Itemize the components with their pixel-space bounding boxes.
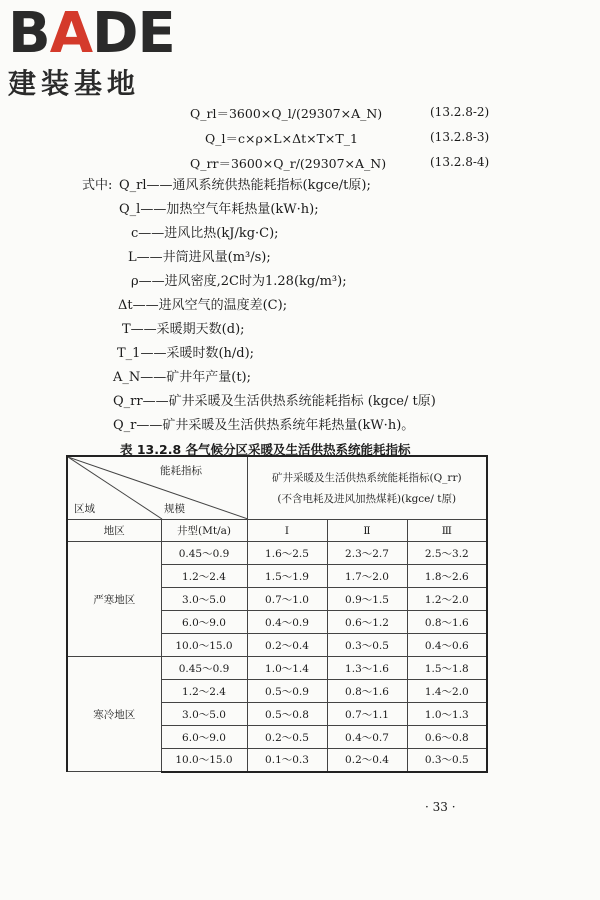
value-cell: 0.4～0.6 [407, 634, 487, 657]
definition-item: c——进风比热(kJ/kg·C); [131, 226, 279, 241]
diagonal-lines [68, 457, 248, 519]
value-cell: 1.6～2.5 [247, 542, 327, 565]
col-header-level-3: Ⅲ [407, 520, 487, 542]
value-cell: 0.2～0.4 [327, 749, 407, 772]
definition-item: ρ——进风密度,2C时为1.28(kg/m³); [131, 274, 347, 289]
value-cell: 1.3～1.6 [327, 657, 407, 680]
value-cell: 1.5～1.8 [407, 657, 487, 680]
formula-2-number: (13.2.8-3) [430, 130, 490, 144]
definition-item: T——采暖期天数(d); [122, 322, 245, 337]
main-header-cell [247, 456, 487, 520]
definition-item: Q_r——矿井采暖及生活供热系统年耗热量(kW·h)。 [113, 418, 415, 433]
formula-1: Q_rl＝3600×Q_l/(29307×A_N) [190, 106, 383, 121]
value-cell: 0.4～0.9 [247, 611, 327, 634]
value-cell: 1.7～2.0 [327, 565, 407, 588]
value-cell: 0.3～0.5 [407, 749, 487, 772]
scale-cell: 3.0～5.0 [161, 588, 247, 611]
table-row [67, 542, 487, 565]
value-cell: 0.2～0.4 [247, 634, 327, 657]
scale-cell: 1.2～2.4 [161, 565, 247, 588]
region-cell: 寒冷地区 [67, 657, 161, 772]
value-cell: 1.8～2.6 [407, 565, 487, 588]
value-cell: 2.5～3.2 [407, 542, 487, 565]
diag-label-region: 区域 [74, 503, 95, 515]
definition-item: Q_l——加热空气年耗热量(kW·h); [119, 202, 319, 217]
scale-cell: 6.0～9.0 [161, 611, 247, 634]
formula-3-number: (13.2.8-4) [430, 155, 490, 169]
scale-cell: 1.2～2.4 [161, 680, 247, 703]
value-cell: 1.2～2.0 [407, 588, 487, 611]
diag-label-scale: 规模 [164, 503, 185, 515]
formula-3: Q_rr＝3600×Q_r/(29307×A_N) [190, 156, 387, 171]
value-cell: 2.3～2.7 [327, 542, 407, 565]
main-header-line-1: 矿井采暖及生活供热系统能耗指标(Q_rr) [271, 472, 462, 484]
formula-2: Q_l＝c×ρ×L×Δt×T×T_1 [205, 131, 358, 146]
scale-cell: 10.0～15.0 [161, 634, 247, 657]
diag-label-indicator: 能耗指标 [160, 465, 202, 477]
definition-item: A_N——矿井年产量(t); [113, 370, 252, 385]
value-cell: 0.7～1.1 [327, 703, 407, 726]
value-cell: 1.0～1.3 [407, 703, 487, 726]
definition-item: Q_rr——矿井采暖及生活供热系统能耗指标 (kgce/ t原) [113, 394, 436, 409]
value-cell: 0.9～1.5 [327, 588, 407, 611]
scale-cell: 3.0～5.0 [161, 703, 247, 726]
logo-wordmark: BADE [8, 1, 175, 66]
value-cell: 0.5～0.8 [247, 703, 327, 726]
formula-1-number: (13.2.8-2) [430, 105, 490, 119]
col-header-region: 地区 [67, 520, 161, 542]
value-cell: 0.5～0.9 [247, 680, 327, 703]
logo-subtitle: 建装基地 [8, 67, 141, 100]
col-header-level-2: Ⅱ [327, 520, 407, 542]
value-cell: 0.2～0.5 [247, 726, 327, 749]
definition-item: Δt——进风空气的温度差(C); [118, 298, 288, 313]
brand-logo [8, 1, 175, 102]
definition-item: L——井筒进风量(m³/s); [128, 250, 271, 265]
definition-item: T_1——采暖时数(h/d); [117, 346, 255, 361]
value-cell: 0.3～0.5 [327, 634, 407, 657]
value-cell: 0.7～1.0 [247, 588, 327, 611]
value-cell: 0.4～0.7 [327, 726, 407, 749]
definitions-intro: 式中: [82, 178, 113, 193]
scale-cell: 10.0～15.0 [161, 749, 247, 772]
table-caption: 表 13.2.8 各气候分区采暖及生活供热系统能耗指标 [120, 442, 411, 457]
value-cell: 0.8～1.6 [407, 611, 487, 634]
value-cell: 1.4～2.0 [407, 680, 487, 703]
value-cell: 0.1～0.3 [247, 749, 327, 772]
definition-item: Q_rl——通风系统供热能耗指标(kgce/t原); [119, 178, 371, 193]
value-cell: 0.6～1.2 [327, 611, 407, 634]
page-number: · 33 · [425, 800, 456, 814]
table-row [67, 657, 487, 680]
value-cell: 1.0～1.4 [247, 657, 327, 680]
region-cell: 严寒地区 [67, 542, 161, 657]
scale-cell: 0.45～0.9 [161, 542, 247, 565]
energy-index-table [66, 455, 488, 773]
scale-cell: 0.45～0.9 [161, 657, 247, 680]
scale-cell: 6.0～9.0 [161, 726, 247, 749]
value-cell: 1.5～1.9 [247, 565, 327, 588]
main-header-line-2: (不含电耗及进风加热煤耗)(kgce/ t原) [277, 493, 457, 505]
col-header-level-1: Ⅰ [247, 520, 327, 542]
value-cell: 0.6～0.8 [407, 726, 487, 749]
diagonal-header-cell [67, 456, 247, 520]
col-header-scale: 井型(Mt/a) [161, 520, 247, 542]
value-cell: 0.8～1.6 [327, 680, 407, 703]
